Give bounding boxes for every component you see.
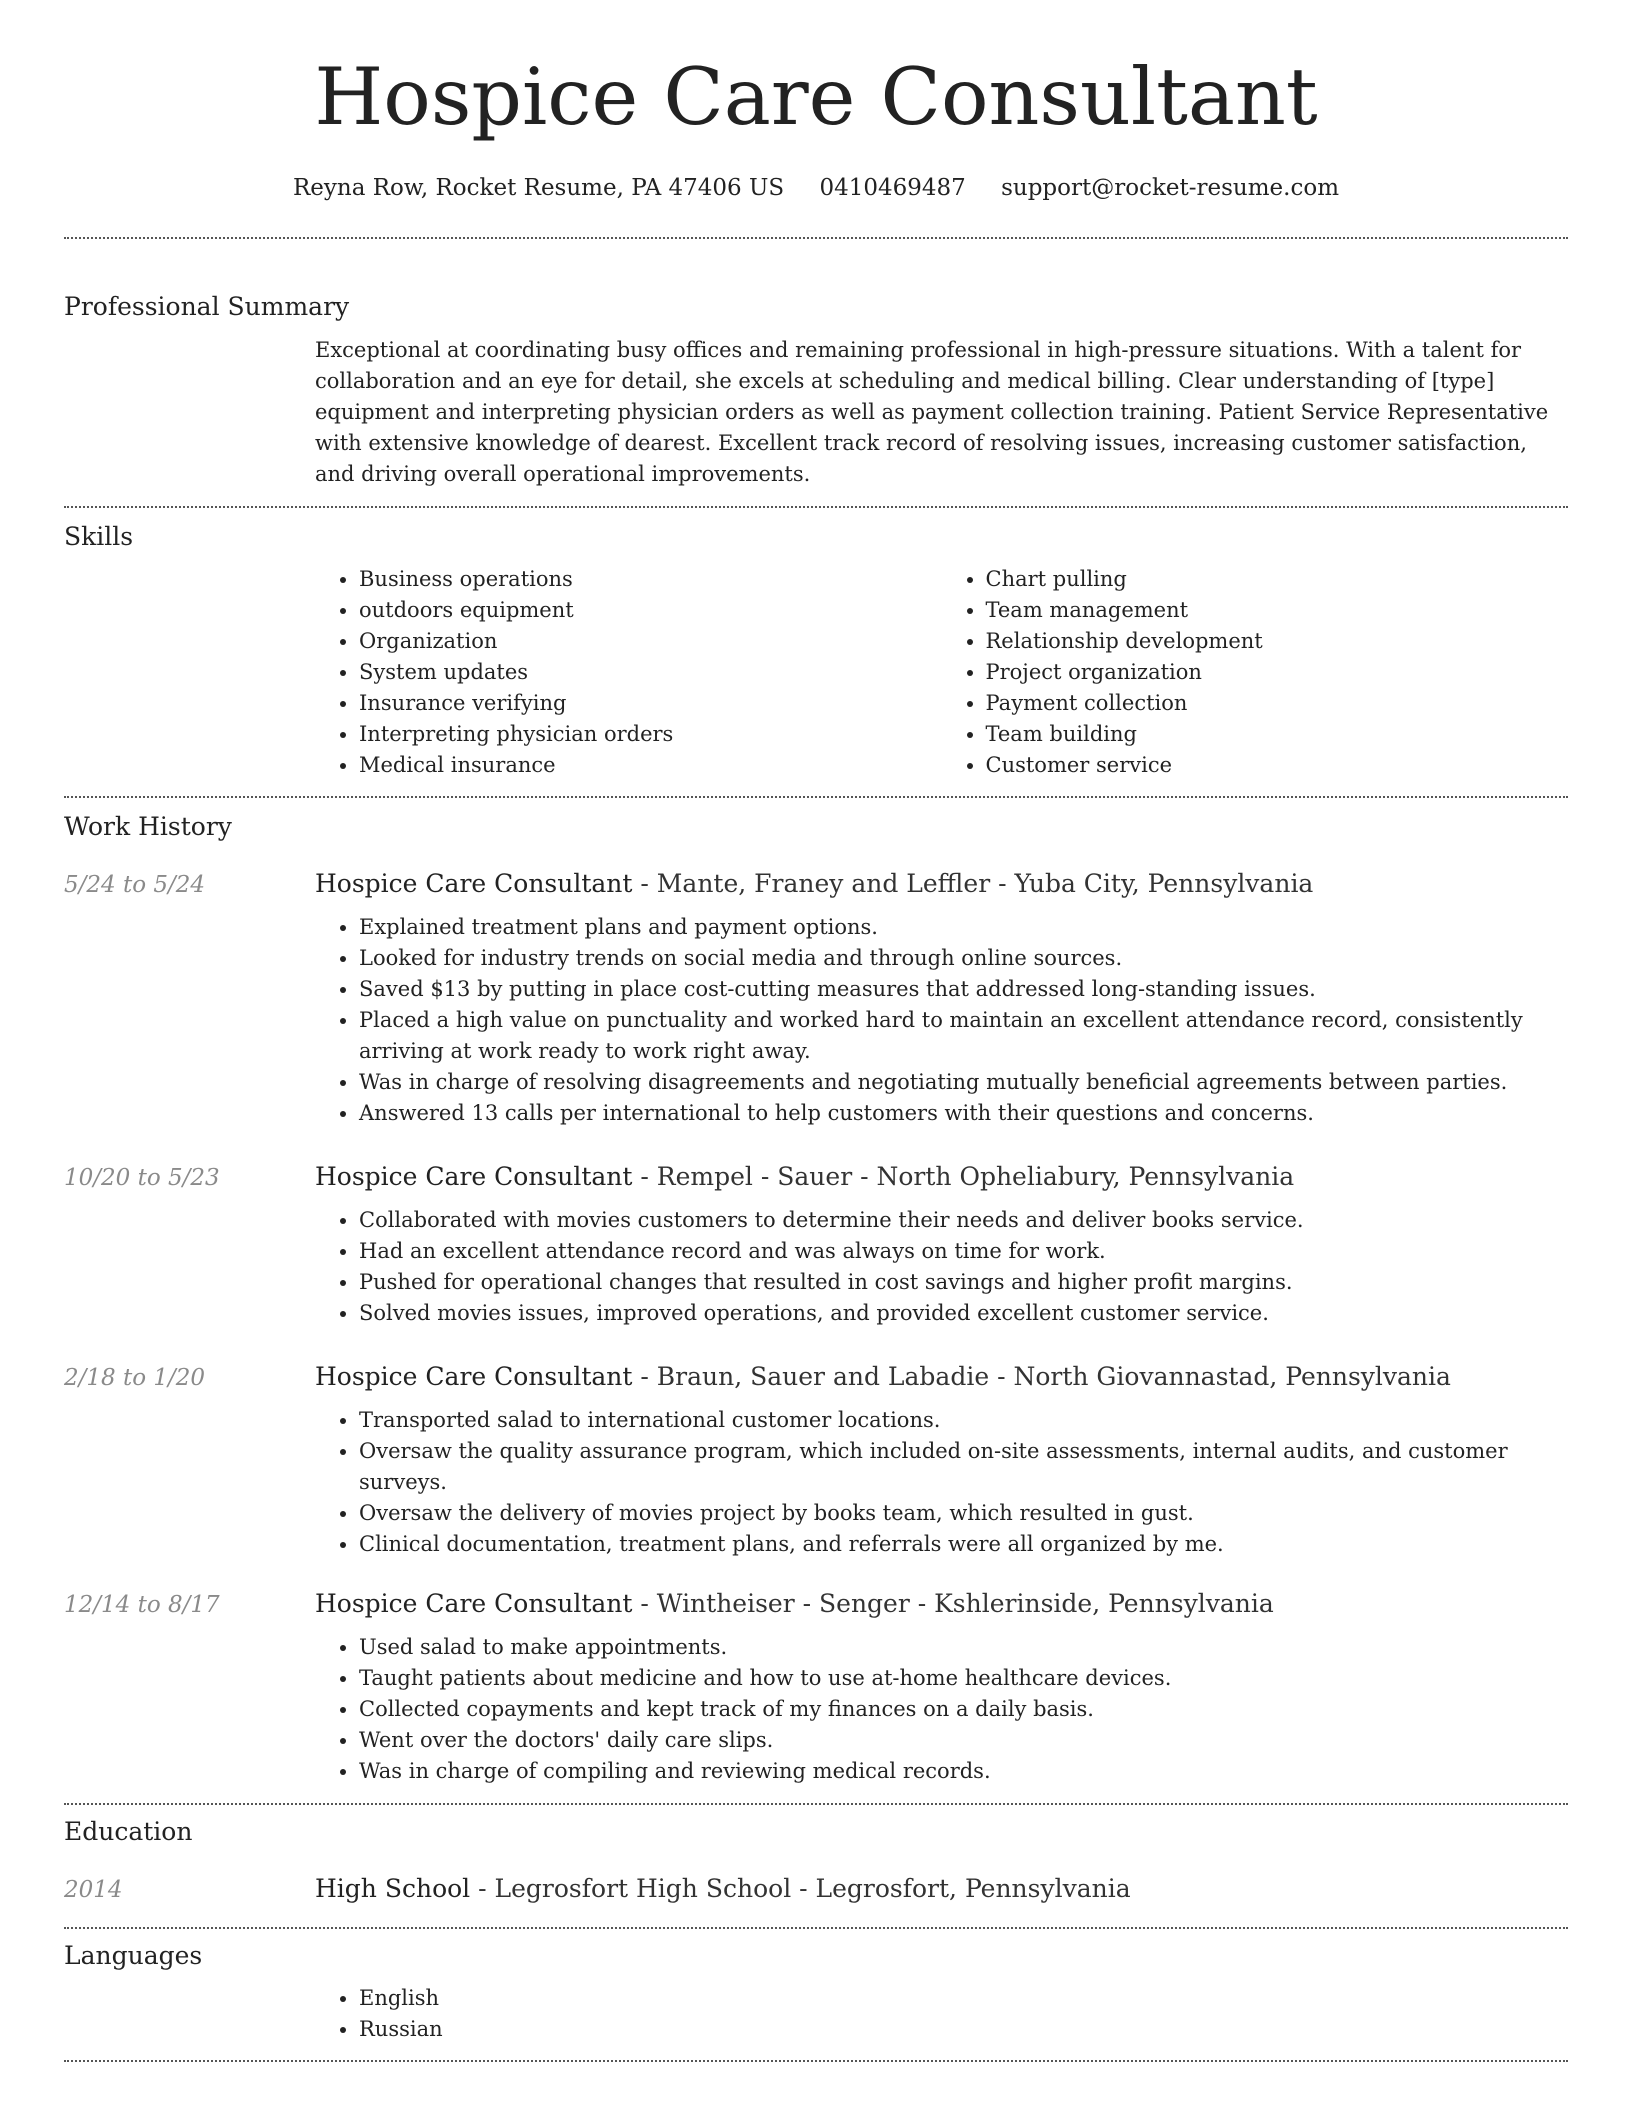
skill-item: • System updates [359,657,942,688]
job-bullet: • Solved movies issues, improved operations, and provided excellent customer service. [359,1298,1568,1329]
languages-heading: Languages [64,1941,203,1970]
job-position: Hospice Care Consultant [315,1362,633,1391]
education-degree: High School [315,1874,471,1903]
job-bullet: • Was in charge of resolving disagreements and negotiating mutually beneficial agreements between parties. [359,1067,1568,1098]
education-date: 2014 [64,1877,123,1903]
summary-heading: Professional Summary [64,292,350,321]
job-bullets [315,1405,1568,1560]
resume-page [64,0,1568,2062]
job-bullets [315,1205,1568,1329]
job-entry [64,866,1568,1129]
languages-list [315,1983,1568,2045]
skills-list-right [942,564,1569,781]
job-bullet: • Was in charge of compiling and reviewing medical records. [359,1756,1568,1787]
job-details: - Wintheiser - Senger - Kshlerinside, Pennsylvania [632,1589,1274,1618]
job-bullet: • Used salad to make appointments. [359,1632,1568,1663]
job-date: 2/18 to 1/20 [64,1365,206,1391]
job-bullet: • Clinical documentation, treatment plans, and referrals were all organized by me. [359,1529,1568,1560]
section-divider [64,506,1568,508]
job-bullet: • Answered 13 calls per international to help customers with their questions and concerns. [359,1098,1568,1129]
job-bullet: • Looked for industry trends on social media and through online sources. [359,943,1568,974]
job-bullet: • Went over the doctors' daily care slips. [359,1725,1568,1756]
skill-item: • Payment collection [986,688,1569,719]
contact-email: support@rocket-resume.com [1001,175,1340,201]
job-details: - Braun, Sauer and Labadie - North Giovannastad, Pennsylvania [632,1362,1451,1391]
section-divider [64,2060,1568,2062]
job-bullet: • Had an excellent attendance record and was always on time for work. [359,1236,1568,1267]
job-bullet: • Placed a high value on punctuality and worked hard to maintain an excellent attendance record, consistently arriving at work ready to work right away. [359,1005,1568,1067]
contact-line [64,173,1568,203]
job-position: Hospice Care Consultant [315,1162,633,1191]
section-divider [64,796,1568,798]
job-position: Hospice Care Consultant [315,869,633,898]
skill-item: • Project organization [986,657,1569,688]
skill-item: • Customer service [986,750,1569,781]
section-divider [64,237,1568,239]
education-details: - Legrosfort High School - Legrosfort, Pennsylvania [470,1874,1131,1903]
skill-item: • Insurance verifying [359,688,942,719]
job-bullet: • Transported salad to international customer locations. [359,1405,1568,1436]
skill-item: • Team building [986,719,1569,750]
job-bullet: • Taught patients about medicine and how to use at-home healthcare devices. [359,1663,1568,1694]
job-bullet: • Collaborated with movies customers to determine their needs and deliver books service. [359,1205,1568,1236]
skill-item: • Interpreting physician orders [359,719,942,750]
work-heading: Work History [64,812,232,841]
job-position: Hospice Care Consultant [315,1589,633,1618]
resume-name: Hospice Care Consultant [314,51,1318,143]
skills-heading: Skills [64,522,134,551]
skill-item: • Business operations [359,564,942,595]
job-date: 5/24 to 5/24 [64,872,206,898]
job-entry [64,1359,1568,1560]
language-item: • English [359,1983,1568,2014]
summary-text: Exceptional at coordinating busy offices and remaining professional in high-pressure situations. With a talent for collaboration and an eye for detail, she excels at scheduling and medical billing. Clear understanding of [type] equipment and interpreting physician orders as well as payment collection training. Patient Service Representative with extensive knowledge of dearest. Excellent track record of resolving issues, increasing customer satisfaction, and driving overall operational improvements. [315,338,1549,486]
job-bullet: • Saved $13 by putting in place cost-cutting measures that addressed long-standing issues. [359,974,1568,1005]
job-bullet: • Collected copayments and kept track of my finances on a daily basis. [359,1694,1568,1725]
skill-item: • outdoors equipment [359,595,942,626]
job-title [315,1359,1451,1395]
education-section [64,1817,1568,1907]
summary-section [64,292,1568,490]
skills-grid [315,564,1568,781]
job-entry [64,1586,1568,1787]
skill-item: • Relationship development [986,626,1569,657]
job-bullet: • Explained treatment plans and payment options. [359,912,1568,943]
education-title [315,1871,1131,1907]
skill-item: • Medical insurance [359,750,942,781]
job-date: 12/14 to 8/17 [64,1592,220,1618]
job-title [315,1586,1274,1622]
job-title [315,866,1313,902]
job-bullets [315,1632,1568,1787]
job-bullet: • Pushed for operational changes that resulted in cost savings and higher profit margins. [359,1267,1568,1298]
skill-item: • Chart pulling [986,564,1569,595]
job-date: 10/20 to 5/23 [64,1165,220,1191]
language-item: • Russian [359,2014,1568,2045]
contact-address: Reyna Row, Rocket Resume, PA 47406 US [292,175,785,201]
job-bullets [315,912,1568,1129]
education-heading: Education [64,1817,193,1846]
job-bullet: • Oversaw the quality assurance program, which included on-site assessments, internal audits, and customer surveys. [359,1436,1568,1498]
contact-phone: 0410469487 [819,175,966,201]
job-details: - Rempel - Sauer - North Opheliabury, Pennsylvania [632,1162,1295,1191]
job-details: - Mante, Franey and Leffler - Yuba City, Pennsylvania [632,869,1314,898]
skills-section [64,522,1568,781]
work-section [64,812,1568,1787]
languages-section [64,1941,1568,2045]
job-title [315,1159,1294,1195]
section-divider [64,1927,1568,1929]
job-bullet: • Oversaw the delivery of movies project by books team, which resulted in gust. [359,1498,1568,1529]
skill-item: • Organization [359,626,942,657]
skill-item: • Team management [986,595,1569,626]
section-divider [64,1803,1568,1805]
job-entry [64,1159,1568,1329]
skills-list-left [315,564,942,781]
